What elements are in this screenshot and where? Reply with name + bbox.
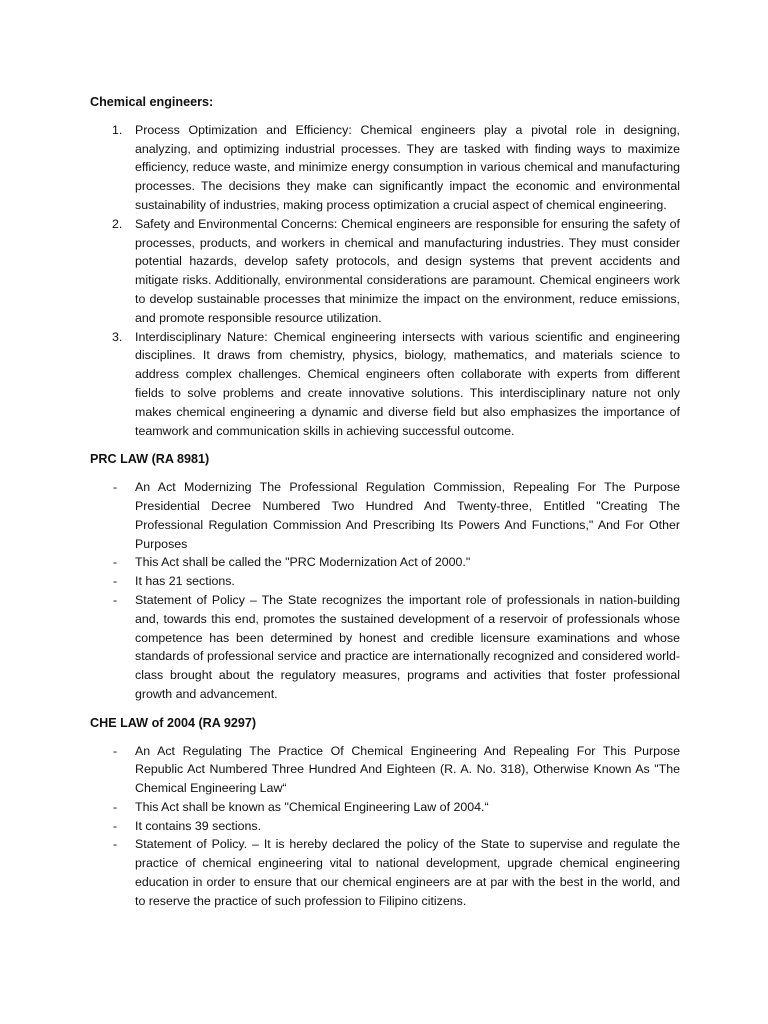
list-dash: - [113,555,118,570]
list-item [90,742,680,798]
list-item [90,328,680,441]
list-dash: - [113,837,118,852]
section-heading: Chemical engineers: [90,95,214,109]
list-dash: - [113,818,118,833]
list-item-text: It contains 39 sections. [135,818,262,833]
list-number: 3. [112,329,123,344]
list-dash: - [113,574,118,589]
section-chemical-engineers [90,93,680,440]
list-item [90,478,680,553]
list-item [90,572,680,591]
list-dash: - [113,743,118,758]
section-heading: CHE LAW of 2004 (RA 9297) [90,715,257,730]
list-number: 1. [112,122,123,137]
list-item-text: This Act shall be called the "PRC Modernization Act of 2000." [135,555,471,570]
list-item-text: It has 21 sections. [135,574,235,589]
list-item-text: Statement of Policy. – It is hereby declared the policy of the State to supervise and regulate the practice of chemical engineering vital to national development, upgrade chemical engineering education in order to ensure that our chemical engineers are at par with the best in the world, and to reserve the practice of such profession to Filipino citizens. [135,837,680,908]
dash-list [90,742,680,911]
section-che-law [90,714,680,911]
list-dash: - [113,480,118,495]
section-prc-law [90,450,680,703]
list-item-text: An Act Regulating The Practice Of Chemical Engineering And Repealing For This Purpose Republic Act Numbered Three Hundred And Eighteen (R. A. No. 318), Otherwise Known As "The Chemical Engineering Law“ [135,743,680,796]
list-item [90,553,680,572]
numbered-list [90,121,680,441]
list-dash: - [113,799,118,814]
list-item [90,215,680,328]
list-item-text: Statement of Policy – The State recognizes the important role of professionals in nation-building and, towards this end, promotes the sustained development of a reservoir of professionals whose competence has been determined by honest and credible licensure examinations and whose standards of professional service and practice are internationally recognized and considered world-class brought about the regulatory measures, programs and activities that foster professional growth and advancement. [135,592,680,701]
list-item [90,798,680,817]
section-heading: PRC LAW (RA 8981) [90,452,210,467]
list-item-text: Interdisciplinary Nature: Chemical engineering intersects with various scientific and engineering disciplines. It draws from chemistry, physics, biology, mathematics, and materials science to address complex challenges. Chemical engineers often collaborate with experts from different fields to solve problems and create innovative solutions. This interdisciplinary nature not only makes chemical engineering a dynamic and diverse field but also emphasizes the importance of teamwork and communication skills in achieving successful outcome. [135,329,680,438]
list-dash: - [113,592,118,607]
list-item [90,121,680,215]
list-item-text: Safety and Environmental Concerns: Chemical engineers are responsible for ensuring the safety of processes, products, and workers in chemical and manufacturing industries. They must consider potential hazards, develop safety protocols, and design systems that prevent accidents and mitigate risks. Additionally, environmental considerations are paramount. Chemical engineers work to develop sustainable processes that minimize the impact on the environment, reduce emissions, and promote responsible resource utilization. [135,216,680,325]
dash-list [90,478,680,704]
document-content [90,93,680,921]
list-item-text: Process Optimization and Efficiency: Chemical engineers play a pivotal role in designing, analyzing, and optimizing industrial processes. They are tasked with finding ways to maximize efficiency, reduce waste, and minimize energy consumption in various chemical and manufacturing processes. The decisions they make can significantly impact the economic and environmental sustainability of industries, making process optimization a crucial aspect of chemical engineering. [135,122,680,212]
list-item-text: An Act Modernizing The Professional Regulation Commission, Repealing For The Purpose Presidential Decree Numbered Two Hundred And Twenty-three, Entitled "Creating The Professional Regulation Commission And Prescribing Its Powers And Functions," And For Other Purposes [135,480,680,551]
list-item-text: This Act shall be known as "Chemical Engineering Law of 2004.“ [135,799,489,814]
list-item [90,591,680,704]
list-item [90,835,680,910]
list-item [90,817,680,836]
list-number: 2. [112,216,123,231]
